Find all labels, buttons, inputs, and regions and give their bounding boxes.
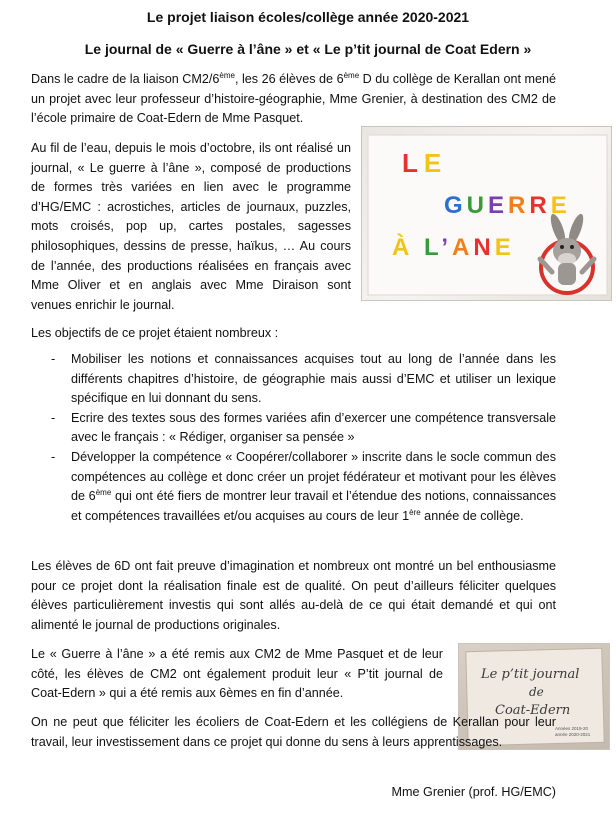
cover-word-le: LE [402, 148, 448, 178]
document-title: Le projet liaison écoles/collège année 2020-2021 [146, 9, 470, 25]
closing-paragraph: On ne peut que féliciter les écoliers de Coat-Edern et les collégiens de Kerallan pour leur travail, leur investissement dans ce projet qui donne du sens à leurs apprentissages. [31, 715, 556, 749]
journal-paragraph: Au fil de l’eau, depuis le mois d’octobre, ils ont réalisé un journal, « Le guerre à l’âne », composé de productions de formes très variées en lien avec le programme d’HG/EMC : acrostiches, articles de journaux, puzzles, mots croisés, pop up, cartes postales, sagesses philosophiques, dessins de presse, haïkus, … Au cours de l’année, des productions réalisées en français avec Mme Oliver et en anglais avec Mme Diraison sont venues enrichir le journal. [31, 141, 351, 312]
ptit-journal-line2: de [529, 685, 544, 699]
students-paragraph: Les élèves de 6D ont fait preuve d’imagination et nombreux ont montré un bel enthousiasme pour ce projet dont la réalisation finale est de qualité. On peut d’ailleurs féliciter quelques élèves particulièrement investis qui sont allés au-delà de ce qui était demandé et qui ont alimenté le journal de productions originales. [31, 559, 556, 632]
document-subtitle: Le journal de « Guerre à l’âne » et « Le p’tit journal de Coat Edern » [84, 41, 532, 57]
signature: Mme Grenier (prof. HG/EMC) [391, 785, 556, 799]
cover-illustration [362, 127, 612, 301]
ptit-journal-line3: Coat-Edern [495, 703, 571, 718]
guerre-a-l-ane-cover-photo [361, 126, 612, 301]
cover-word-guerre: GUERRE [444, 192, 571, 219]
objective-item: - Développer la compétence « Coopérer/collaborer » inscrite dans le socle commun des compétences au collège et donc créer un projet fédérateur et motivant pour les élèves de 6ème qui ont été fiers de montrer leur travail et l’étendue des notions, connaissances et compétences travaillées et/ou acquises au cours de leur 1ère année de collège. [31, 448, 556, 526]
ptit-journal-year1: Années 2019-20 [555, 726, 589, 731]
exchange-paragraph: Le « Guerre à l’âne » a été remis aux CM2 de Mme Pasquet et de leur côté, les élèves de CM2 ont également produit leur « P’tit journal de Coat-Edern » qui a été remis aux 6èmes en fin d’année. [31, 647, 443, 701]
intro-paragraph: Dans le cadre de la liaison CM2/6ème, les 26 élèves de 6ème D du collège de Kerallan ont mené un projet avec leur professeur d’histoire-géographie, Mme Grenier, à destination des CM2 de l’école primaire de Coat-Edern de Mme Pasquet. [31, 70, 556, 126]
cover-word-a-l-ane: À L’ANE [392, 234, 515, 261]
objectives-list [31, 350, 556, 526]
objectives-intro: Les objectifs de ce projet étaient nombreux : [31, 326, 279, 340]
ptit-journal-year2: année 2020-2021 [555, 732, 591, 737]
ptit-journal-line1: Le p’tit journal [481, 667, 580, 682]
objective-item: - Mobiliser les notions et connaissances acquises tout au long de l’année dans les différents chapitres d’histoire, de géographie mais aussi d’EMC et utiliser un lexique spécifique en lui donnant du sens. [31, 350, 556, 409]
objective-item: - Ecrire des textes sous des formes variées afin d’exercer une compétence transversale avec le français : « Rédiger, organiser sa pensée » [31, 409, 556, 448]
